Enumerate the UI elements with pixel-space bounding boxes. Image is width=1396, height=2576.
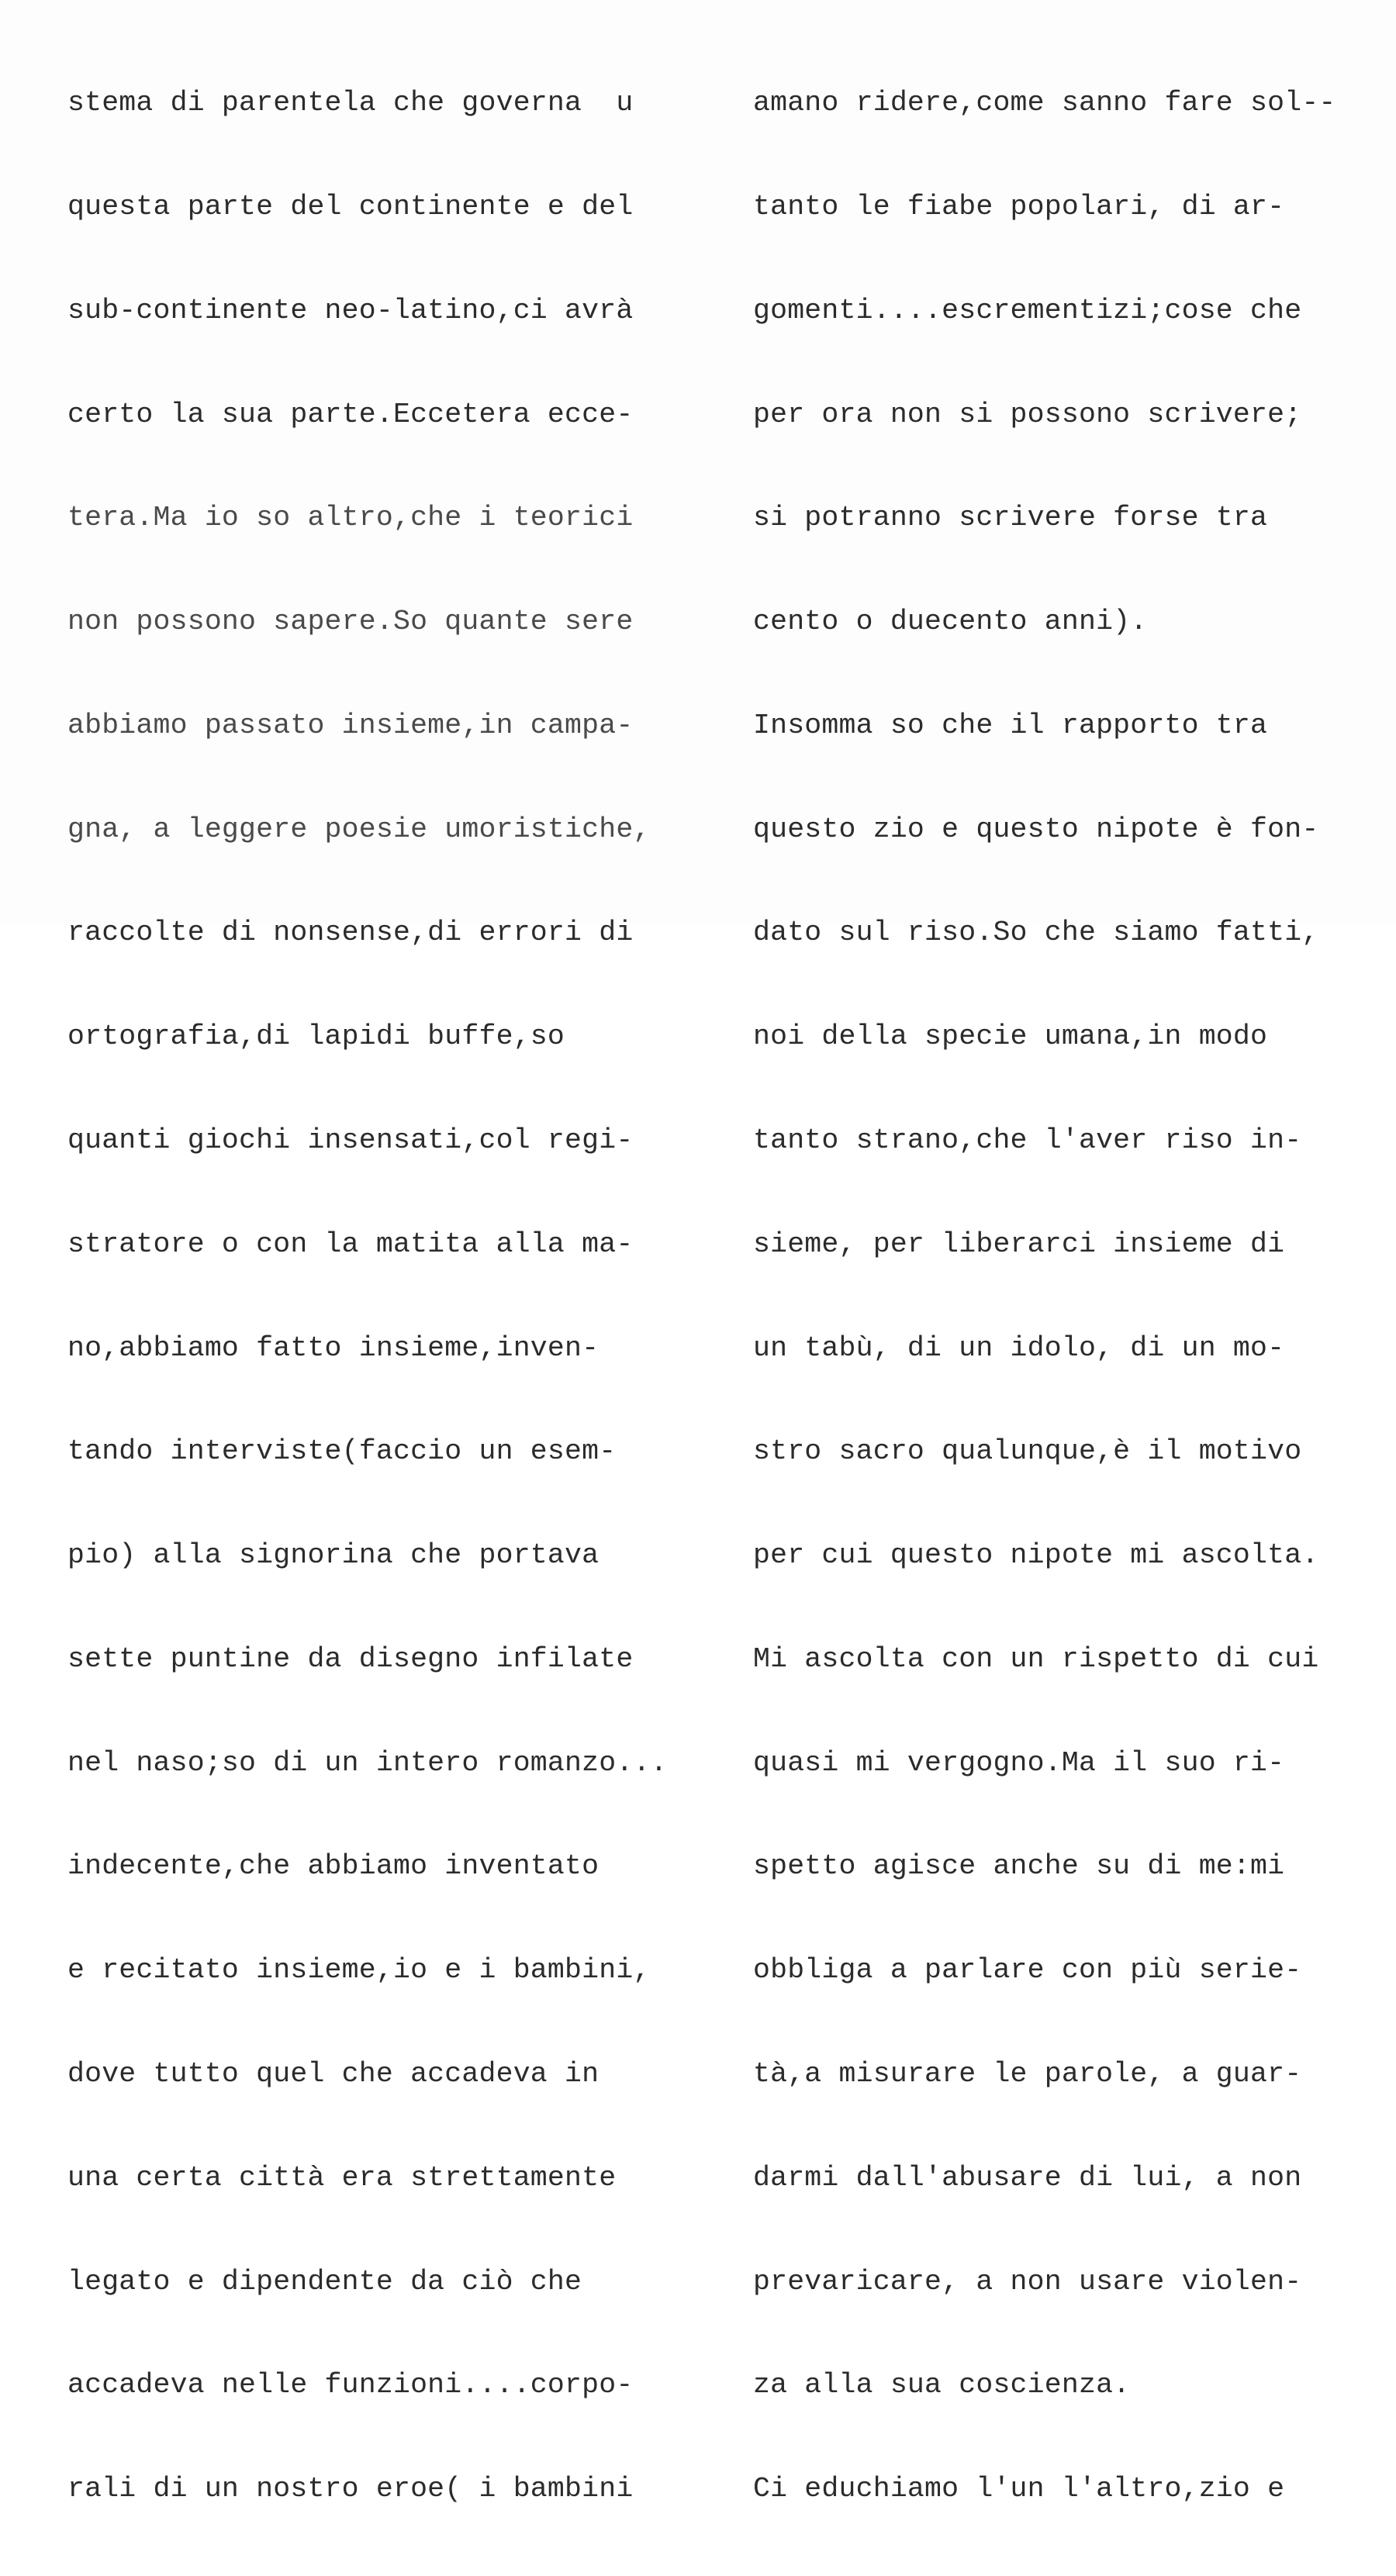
text-line: gomenti....escrementizi;cose che (753, 294, 1302, 326)
text-line: questo zio e questo nipote è fon- (753, 813, 1319, 845)
text-line: sieme, per liberarci insieme di (753, 1228, 1285, 1260)
text-line: un tabù, di un idolo, di un mo- (753, 1331, 1285, 1364)
text-line: gna, a leggere poesie umoristiche, (67, 813, 651, 845)
text-line: tando interviste(faccio un esem- (67, 1435, 617, 1468)
text-line: spetto agisce anche su di me:mi (753, 1850, 1285, 1883)
text-line: dato sul riso.So che siamo fatti, (753, 917, 1319, 949)
text-line: questa parte del continente e del (67, 190, 634, 223)
text-line: noi della specie umana,in modo (753, 1020, 1268, 1053)
text-line: ortografia,di lapidi buffe,so (67, 1020, 565, 1053)
text-line: certo la sua parte.Eccetera ecce- (67, 398, 634, 430)
text-line: stratore o con la matita alla ma- (67, 1228, 634, 1260)
text-line: tera.Ma io so altro,che i teorici (67, 502, 634, 534)
text-line: Insomma so che il rapporto tra (753, 709, 1268, 741)
text-line: sub-continente neo-latino,ci avrà (67, 294, 634, 326)
left-page-text (67, 17, 688, 2576)
text-line: darmi dall'abusare di lui, a non (753, 2161, 1302, 2194)
text-line: accadeva nelle funzioni....corpo- (67, 2369, 634, 2402)
text-line: indecente,che abbiamo inventato (67, 1850, 600, 1883)
text-line: legato e dipendente da ciò che (67, 2265, 582, 2298)
text-line: tanto le fiabe popolari, di ar- (753, 190, 1285, 223)
text-line: no,abbiamo fatto insieme,inven- (67, 1331, 600, 1364)
text-line: non possono sapere.So quante sere (67, 606, 634, 638)
text-line: stema di parentela che governa u (67, 87, 634, 119)
text-line: nel naso;so di un intero romanzo... (67, 1746, 668, 1779)
text-line: Mi ascolta con un rispetto di cui (753, 1642, 1319, 1675)
text-line: rali di un nostro eroe( i bambini (67, 2473, 634, 2505)
right-page-text (753, 17, 1389, 2576)
text-line: cento o duecento anni). (753, 606, 1148, 638)
text-line: prevaricare, a non usare violen- (753, 2265, 1302, 2298)
text-line: stro sacro qualunque,è il motivo (753, 1435, 1302, 1468)
text-line: e recitato insieme,io e i bambini, (67, 1954, 651, 1987)
text-line: sette puntine da disegno infilate (67, 1642, 634, 1675)
text-line: Ci educhiamo l'un l'altro,zio e (753, 2473, 1285, 2505)
text-line: si potranno scrivere forse tra (753, 502, 1268, 534)
text-line: per ora non si possono scrivere; (753, 398, 1302, 430)
text-line: raccolte di nonsense,di errori di (67, 917, 634, 949)
text-line: dove tutto quel che accadeva in (67, 2058, 600, 2091)
text-line: za alla sua coscienza. (753, 2369, 1131, 2402)
text-line: amano ridere,come sanno fare sol-- (753, 87, 1336, 119)
text-line: quasi mi vergogno.Ma il suo ri- (753, 1746, 1285, 1779)
text-line: pio) alla signorina che portava (67, 1539, 600, 1572)
text-line: tanto strano,che l'aver riso in- (753, 1124, 1302, 1156)
text-line: obbliga a parlare con più serie- (753, 1954, 1302, 1987)
text-line: una certa città era strettamente (67, 2161, 617, 2194)
text-line: tà,a misurare le parole, a guar- (753, 2058, 1302, 2091)
text-line: per cui questo nipote mi ascolta. (753, 1539, 1319, 1572)
text-line: abbiamo passato insieme,in campa- (67, 709, 634, 741)
text-line: quanti giochi insensati,col regi- (67, 1124, 634, 1156)
